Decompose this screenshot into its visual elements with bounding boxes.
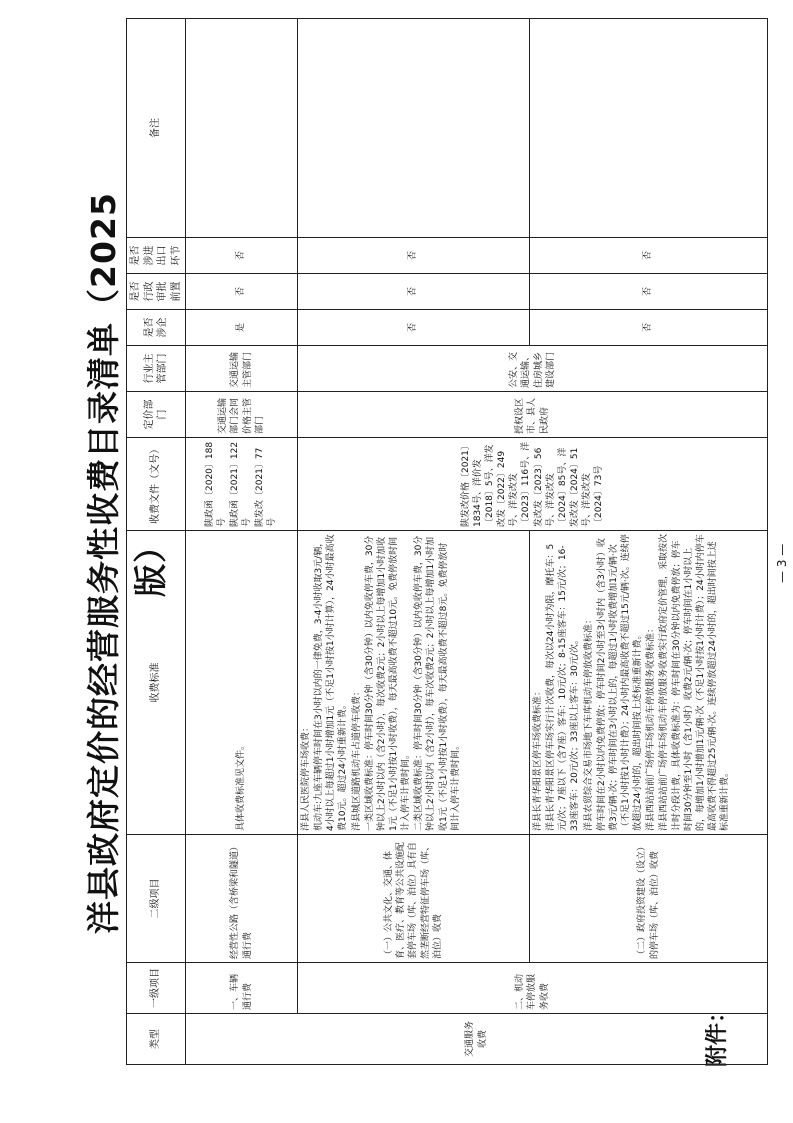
page-number: — 3 — <box>775 543 789 583</box>
import-export-cell: 否 <box>186 238 298 274</box>
header-standard: 收费标准 <box>127 531 186 835</box>
remarks-cell <box>530 19 768 238</box>
remarks-cell <box>186 19 298 238</box>
level1-cell: 二、机动车停放服务收费 <box>298 963 768 1014</box>
header-row <box>127 19 186 1065</box>
standard-line: 洋县长青华阳景区停车场收费标准： <box>533 686 543 831</box>
document-line: 陕政函〔2020〕188号 <box>204 441 227 527</box>
enterprise-cell: 否 <box>530 310 768 346</box>
header-involves-enterprise: 是否涉企 <box>127 310 186 346</box>
import-export-cell: 否 <box>298 238 530 274</box>
approval-cell: 否 <box>298 274 530 310</box>
standard-line: 洋县长青华阳景区停车场实行计次收费，每次以24小时为限，摩托车：5元/次；7座以下（含7座）客车：10元/次；8-15座客车：15元/次；16-33座客车：20元/次；33座以上客车：30元/次。 <box>546 543 581 831</box>
documents-cell <box>186 438 298 531</box>
standard-cell <box>298 531 530 835</box>
standard-line: 洋县西站站前广场停车场机动车停放服务收费实行政府定价管理，采取按次计时分段计费，具体收费标准为：停车时间在30分钟以内免费停放；停车时间30分钟至1小时（含1小时）收费2元/辆·次；停车时间在1小时以上的，每增加1小时增加1元/辆·次（不足1小时按1小时计费）；24小时内停车最高收费不得超过25元/辆·次。连续停放超过24小时的，超出时间按上述标准重新计费。 <box>659 533 731 831</box>
level2-cell: （二）政府投资建设（设立）的停车场（库、泊位）收费 <box>530 835 768 963</box>
table-row <box>186 19 298 1065</box>
enterprise-cell: 否 <box>298 310 530 346</box>
header-level2: 二级项目 <box>127 835 186 963</box>
header-pricing-dept: 定价部门 <box>127 392 186 438</box>
category-cell: 交通服务收费 <box>186 1014 768 1065</box>
header-import-export: 是否涉进出口环节 <box>127 238 186 274</box>
table-row <box>298 19 530 1065</box>
document-line: 陕政函〔2021〕122号 <box>229 441 252 527</box>
approval-cell: 否 <box>186 274 298 310</box>
import-export-cell: 否 <box>530 238 768 274</box>
standard-line: 洋县西站站前广场停车场机动车停放服务收费标准： <box>646 623 657 831</box>
standard-line: 机动车:九座车辆停车时间在3小时以内的一律免费，3-4小时收取3元/辆，4小时以上每超过1小时增加1元（不足1小时按1小时计算），24小时最高收费10元。超过24小时重新计费。 <box>314 534 349 831</box>
document-line: 陕发改〔2021〕77号 <box>255 447 278 527</box>
header-documents: 收费文件（文号） <box>127 438 186 531</box>
header-admin-approval: 是否行政审批前置 <box>127 274 186 310</box>
standard-line: 洋县人民医院停车场收费： <box>301 722 311 831</box>
industry-dept-cell: 交通运输主管部门 <box>186 346 298 392</box>
standard-line: 停车时间在2小时以内免费停放；停车时间2小时至3小时内（含3小时）收费3元/辆·次；停车时间在3小时以上的，每超过1小时收费增加1元/辆·次（不足1小时按1小时计费）；24小时内最高收费不超过15元/辆·次。连续停放超过24小时的，超出时间按上述标准重新计费。 <box>596 534 644 831</box>
page-title: 洋县政府定价的经营服务性收费目录清单（2025版） <box>84 192 170 934</box>
standard-line: 一类区域收费标准：停车时间30分钟（含30分钟）以内免收停车费，30分钟以上2小时以内（含2小时），每次收费2元；2小时以上每增加1小时加收1元（不足1小时按1小时收费），每天最高收费不超过10元。免费停放时间计入停车计费时间。 <box>364 535 412 831</box>
level2-cell: 经营性公路（含桥梁和隧道）通行费 <box>186 835 298 963</box>
header-industry-dept: 行业主管部门 <box>127 346 186 392</box>
header-category: 类型 <box>127 1014 186 1065</box>
appendix-label: 附件： <box>705 1000 730 1067</box>
standard-line: 洋县城区道路机动车占道停车收费： <box>351 686 362 831</box>
pricing-dept-cell: 交通运输部门会同价格主管部门 <box>186 392 298 438</box>
fee-catalog-table <box>126 18 768 1065</box>
header-level1: 一级项目 <box>127 963 186 1014</box>
remarks-cell <box>298 19 530 238</box>
standard-line: 洋县农贸综合交易市场地下车库机动车停放收费标准： <box>583 614 594 831</box>
standard-cell <box>530 531 768 835</box>
table-row <box>530 19 768 1065</box>
level1-cell: 一、车辆通行费 <box>186 963 298 1014</box>
documents-cell: 陕发改价格〔2021〕1834号、洋价发〔2018〕5号、洋发改发〔2022〕249号、洋发改发〔2023〕116号、洋发改发〔2023〕56号、洋发改发〔2024〕85号、洋发改发〔2024〕51号、洋发改发〔2024〕73号 <box>298 438 768 531</box>
approval-cell: 否 <box>530 274 768 310</box>
enterprise-cell: 是 <box>186 310 298 346</box>
header-remarks: 备注 <box>127 19 186 238</box>
industry-dept-cell: 公安、交通运输、住房城乡建设部门 <box>298 346 768 392</box>
level2-cell: （一）公共文化、交通、体育、医疗、教育等公共设施配套停车场（库、泊位）具有自然垄断经营特征停车场（库、泊位）收费 <box>298 835 530 963</box>
standard-cell: 具体收费标准见文件。 <box>186 531 298 835</box>
pricing-dept-cell: 授权设区市、县人民政府 <box>298 392 768 438</box>
standard-line: 二类区域收费标准：停车时间30分钟（含30分钟）以内免收停车费，30分钟以上2小时以内（含2小时），每车次收费2元；2小时以上每增加1小时加收1元（不足1小时按1小时收费），每天最高收费不超过8元。免费停放时间计入停车计费时间。 <box>414 535 461 831</box>
